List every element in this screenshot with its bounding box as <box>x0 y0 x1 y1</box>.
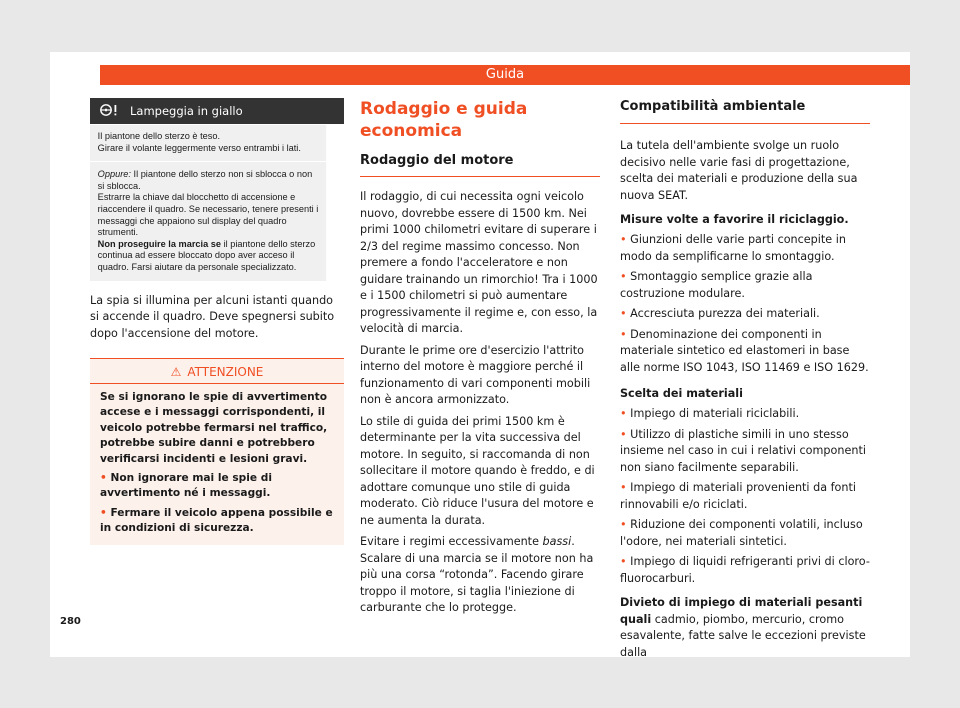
list-item-text: Impiego di materiali provenienti da fonti rinnovabili e/o riciclati. <box>620 481 856 511</box>
bullet-icon: • <box>620 481 631 494</box>
p4-text-b: . Scalare di una marcia se il motore non ha più una corsa “rotonda”. Facendo girare troppo il motore, si taglia l'iniezione di carburante che lo protegge. <box>360 535 594 614</box>
row2-text-3: il piantone dello sterzo continua ad essere bloccato dopo aver acceso il quadro. Farsi aiutare da personale specializzato. <box>97 238 316 273</box>
paragraph: Lo stile di guida dei primi 1500 km è determinante per la vita successiva del motore. In seguito, si raccomanda di non sollecitare il motore quando è freddo, e di adottare comunque uno stile di guida moderato. Ciò riduce l'usura del motore e ne aumenta la durata. <box>360 414 595 527</box>
bullet-icon: • <box>620 233 631 246</box>
left-paragraph: La spia si illumina per alcuni istanti quando si accende il quadro. Deve spegnersi subito dopo l'accensione del motore. <box>90 293 335 340</box>
bullet-icon: • <box>620 270 631 283</box>
row2-text-1: Il piantone dello sterzo non si sblocca o non si sblocca. <box>97 169 313 192</box>
right-column <box>620 98 870 661</box>
subheading: Misure volte a favorire il riciclaggio. <box>620 213 849 226</box>
warning-light-row-2 <box>90 161 326 280</box>
attention-item-text: Fermare il veicolo appena possibile e in condizioni di sicurezza. <box>100 506 333 535</box>
list-item <box>620 517 870 550</box>
attention-item <box>90 471 344 502</box>
list-item-text: Accresciuta purezza dei materiali. <box>630 307 820 320</box>
list-item <box>620 554 870 587</box>
bullet-icon: • <box>620 407 631 420</box>
attention-item-text: Non ignorare mai le spie di avvertimento né i messaggi. <box>100 472 272 500</box>
bullet-icon: • <box>620 518 631 531</box>
list-item-text: Denominazione dei componenti in materiale sintetico ed elastomeri in base alle norme ISO 1043, ISO 11469 e ISO 1629. <box>620 327 869 374</box>
row2-para-3 <box>98 239 319 274</box>
list-item <box>620 327 870 377</box>
subheading: Scelta dei materiali <box>620 387 743 400</box>
attention-text: Se si ignorano le spie di avvertimento accese e i messaggi corrispondenti, il veicolo potrebbe fermarsi nel traffico, potrebbe subire danni e potrebbero verificarsi incidenti e lesioni gravi. <box>100 391 328 465</box>
warning-light-row-1 <box>90 124 326 161</box>
subsection-title: Rodaggio del motore <box>360 152 600 177</box>
row2-para-1 <box>98 169 319 192</box>
p4-italic: bassi <box>542 535 572 548</box>
section-header: Guida <box>100 65 910 85</box>
warning-light-header <box>90 98 344 124</box>
list-item-text: Riduzione dei componenti volatili, incluso l'odore, nei materiali sintetici. <box>620 518 863 548</box>
attention-item <box>90 506 344 537</box>
s3-bold: Divieto di impiego di materiali pesanti quali <box>620 596 863 626</box>
list-item <box>620 406 870 423</box>
left-column <box>90 98 344 545</box>
paragraph: Il rodaggio, di cui necessita ogni veicolo nuovo, dovrebbe essere di 1500 km. Nei primi 1000 chilometri evitare di superare i 2/3 del regime massimo concesso. Non premere a fondo l'acceleratore e non guidare trainando un rimorchio! Tra i 1000 e i 1500 chilometri si può aumentare progressivamente il regime e, con esso, la velocità di marcia. <box>360 190 598 335</box>
section-title: Rodaggio e guida economica <box>360 99 528 141</box>
warning-light-title: Lampeggia in giallo <box>130 104 243 118</box>
bullet-icon: • <box>620 555 631 568</box>
steering-lock-warning-icon <box>90 103 130 120</box>
list-item <box>620 269 870 302</box>
row2-text-2: Estrarre la chiave dal blocchetto di accensione e riaccendere il quadro. Se necessario, tenere presenti i messaggi che appaiono sul display del quadro strumenti. <box>97 192 319 239</box>
list-item <box>620 480 870 513</box>
list-item-text: Smontaggio semplice grazie alla costruzione modulare. <box>620 270 813 300</box>
list-item <box>620 232 870 265</box>
page-number: 280 <box>60 616 81 627</box>
paragraph: La tutela dell'ambiente svolge un ruolo decisivo nelle varie fasi di progettazione, scelta dei materiali e produzione della sua nuova SEAT. <box>620 139 858 202</box>
attention-title: ATTENZIONE <box>187 365 264 380</box>
middle-column <box>360 98 600 617</box>
p4-text-a: Evitare i regimi eccessivamente <box>360 535 543 548</box>
bullet-icon: • <box>620 307 631 320</box>
bullet-icon: • <box>100 472 111 485</box>
oppure-label: Oppure: <box>97 169 131 181</box>
list-item <box>620 427 870 477</box>
bullet-icon: • <box>620 327 631 341</box>
paragraph: Durante le prime ore d'esercizio l'attrito interno del motore è maggiore perché il funzionamento di vari componenti mobili non è ancora armonizzato. <box>360 343 591 406</box>
list-item <box>620 306 870 323</box>
list-item-text: Impiego di liquidi refrigeranti privi di cloro-fluorocarburi. <box>620 555 870 585</box>
attention-header <box>90 359 344 384</box>
bullet-icon: • <box>620 427 631 441</box>
list-item-text: Utilizzo di plastiche simili in uno stesso insieme nel caso in cui i relativi componenti non siano facilmente separabili. <box>620 427 866 474</box>
paragraph <box>360 534 600 617</box>
paragraph <box>620 595 870 661</box>
bullet-icon: • <box>100 506 111 519</box>
manual-page <box>50 52 910 657</box>
list-item-text: Impiego di materiali riciclabili. <box>630 407 800 420</box>
row1-text: Il piantone dello sterzo è teso. Girare il volante leggermente verso entrambi i lati. <box>97 131 301 154</box>
attention-box <box>90 358 344 545</box>
environment-title: Compatibilità ambientale <box>620 98 870 124</box>
s3-text: cadmio, piombo, mercurio, cromo esavalente, fatte salve le eccezioni previste dalla <box>620 612 866 659</box>
warning-triangle-icon: ⚠ <box>170 365 182 380</box>
row2-bold: Non proseguire la marcia se <box>97 238 222 250</box>
list-item-text: Giunzioni delle varie parti concepite in modo da semplificarne lo smontaggio. <box>620 233 846 263</box>
